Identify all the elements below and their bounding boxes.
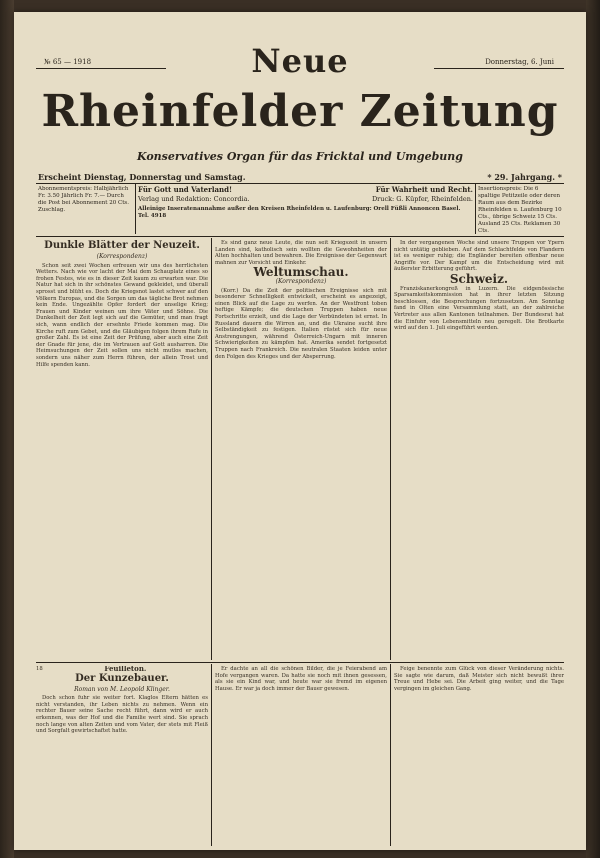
article-byline: (Korrespondenz) [275, 277, 327, 285]
article-title: Weltumschau. [253, 265, 349, 280]
info-bar [36, 184, 564, 236]
feuilleton-header [36, 666, 208, 673]
book-spine [0, 0, 14, 858]
page-edge [586, 0, 600, 858]
feuilleton-column-1 [36, 666, 208, 846]
motto-right: Für Wahrheit und Recht. [375, 185, 473, 194]
feuilleton-title: Der Kunzebauer. [75, 672, 169, 684]
subscription-text: Abonnementspreis: Halbjährlich Fr. 3.50 Jährlich Fr. 7.— Durch die Post bei Abonnement 20 Cts. Zuschlag. [38, 186, 129, 213]
column-3 [394, 240, 564, 660]
article-body: (Korr.) Da die Zeit der politischen Ereignisse sich mit besonderer Schnelligkeit entwickelt, erscheint es angezeigt, einen Blick auf die Lage zu werfen. An der Westfront toben heftige Kämpfe; die deutschen Truppen haben neue Fortschritte erzielt, und die Lage der Verbündeten ist ernst. In Russland dauern die Wirren an, und die Ukraine sucht ihre Selbständigkeit zu festigen. Italien rüstet sich für neue Anstrengungen, während Österreich-Ungarn mit inneren Schwierigkeiten zu kämpfen hat. Amerika sendet fortgesetzt Truppen nach Frankreich. Die neutralen Staaten leiden unter den Folgen des Krieges und der Absperrung. [215, 287, 387, 360]
publisher: Verlag und Redaktion: Concordia. [138, 195, 250, 203]
subscription-box [36, 184, 136, 234]
column-divider [390, 664, 391, 846]
column-divider [390, 238, 391, 660]
issue-date: Donnerstag, 6. Juni [485, 58, 554, 66]
feuilleton-column-3 [394, 666, 564, 846]
insertion-text: Insertionspreis: Die 6 spaltige Petitzeile oder deren Raum aus dem Bezirke Rheinfelden u. Laufenburg 10 Cts., übrige Schweiz 15 Cts. Ausland 25 Cts. Reklamen 30 Cts. [478, 186, 562, 234]
feuilleton-label: Feuilleton. [104, 666, 147, 673]
article-title: Dunkle Blätter der Neuzeit. [44, 240, 200, 251]
nameplate-line1: Neue [251, 42, 349, 80]
article-byline: (Korrespondenz) [96, 253, 148, 260]
newspaper-page [14, 12, 586, 850]
divider [36, 236, 564, 237]
column-divider [211, 238, 212, 660]
article-body: Franziskanerkongreß in Luzern. Die eidgenössische Sparsamkeitskommission hat in ihrer letzten Sitzung beschlossen, die Besprechungen fortzusetzen. Am Sonntag fand in Olten eine Versammlung statt, an der zahlreiche Vertreter aus allen Kantonen teilnahmen. Der Bundesrat hat die Einfuhr von Lebensmitteln neu geregelt. Die Brotkarte wird auf den 1. Juli eingeführt werden. [394, 285, 564, 332]
feuilleton-column-2 [215, 666, 387, 846]
center-box [136, 184, 476, 234]
article-body: In der vergangenen Woche sind unsere Truppen vor Ypern nicht untätig geblieben. Auf dem Schlachtfelde von Flandern ist es weniger ruhig; die Engländer bereiten offenbar neue Angriffe vor. Der Kampf um die Entscheidung wird mit äußerster Erbitterung geführt. [394, 240, 564, 273]
schedule: Erscheint Dienstag, Donnerstag und Samstag. [38, 172, 246, 182]
article-body: Schon seit zwei Wochen erfreuen wir uns des herrlichsten Wetters. Nach wie vor lacht der Mai dem Schauplatz eines so frohen Festes, wie es in dieser Zeit kaum zu erwarten war. Die Natur hat sich in ihr schönstes Gewand gekleidet, und überall sprosst und blüht es. Doch die Kriegsnot lastet schwer auf den Völkern Europas, und die Sorgen um das tägliche Brot nehmen kein Ende. Ungezählte Opfer fordert der unselige Krieg; Frauen und Kinder weinen um ihre Väter und Söhne. Die Dunkelheit der Zeit legt sich auf die Gemüter, und man fragt sich, wann endlich der ersehnte Friede kommen mag. Die Kirche ruft zum Gebet, und die Gläubigen folgen ihrem Rufe in großer Zahl. Es ist eine Zeit der Prüfung, aber auch eine Zeit der Gnade für jene, die im Vertrauen auf Gott ausharren. Die Heimsuchungen der Zeit sollen uns nicht mutlos machen, sondern uns näher zum Herrn führen, der allein Trost und Hilfe spenden kann. [36, 262, 208, 368]
feuilleton-divider [36, 662, 564, 663]
feuilleton-body: Er dachte an all die schönen Bilder, die je Feierabend am Hofe vergangen waren. Da hatte sie noch mit ihnen gesessen, als sie ein Kind war, und heute war sie fremd im eigenen Hause. Er war ja doch immer der Bauer gewesen. [215, 666, 387, 692]
nameplate-line2: Rheinfelder Zeitung [41, 86, 559, 137]
subtitle: Konservatives Organ für das Fricktal und Umgebung [137, 150, 463, 163]
column-divider [211, 664, 212, 846]
issue-line [38, 172, 562, 182]
motto-left: Für Gott und Vaterland! [138, 185, 233, 194]
article-body: Es sind ganz neue Leute, die nun seit Kriegszeit in unsern Landen sind, katholisch sein wollten die Gewohnheiten der Alten hochhalten und bewahren. Die Ereignisse der Gegenwart mahnen zur Vorsicht und Einkehr. [215, 240, 387, 266]
issue-number: № 65 — 1918 [44, 58, 92, 66]
column-2 [215, 240, 387, 660]
feuilleton-number: 18 [36, 666, 43, 672]
publisher-row [138, 196, 473, 203]
column-1 [36, 240, 208, 660]
feuilleton-body: Feige benennte zum Glück von dieser Veränderung nichts. Sie sagte wie darum, daß Meister sich nicht bewußt ihrer Treue und Hebe sei. Die Arbeit ging weiter, und die Tage vergingen im gleichen Gang. [394, 666, 564, 692]
printer: Druck: G. Küpfer, Rheinfelden. [371, 195, 473, 203]
year: * 29. Jahrgang. * [487, 172, 562, 182]
insertion-box [476, 184, 564, 234]
ads-notice: Alleinige Inseratenannahme außer den Kreisen Rheinfelden u. Laufenburg: Orell Füßli Annoncen Basel. Tel. 4918 [138, 206, 461, 219]
feuilleton-author: Roman von M. Leopold Klinger. [74, 685, 170, 693]
motto-row [138, 186, 473, 193]
feuilleton-body: Doch schon fuhr sie weiter fort. Klaglos Eltern hätten es nicht verstanden, ihr Leben nichts zu nehmen. Wenn ein rechter Bauer seine Sache recht führt, dann wird er auch erkennen, was der Hof und die Familie wert sind. Sie sprach noch lange von alten Zeiten und vom Vater, der stets mit Fleiß und Sorgfalt gewirtschaftet hatte. [36, 695, 208, 735]
section-title: Schweiz. [449, 271, 509, 286]
